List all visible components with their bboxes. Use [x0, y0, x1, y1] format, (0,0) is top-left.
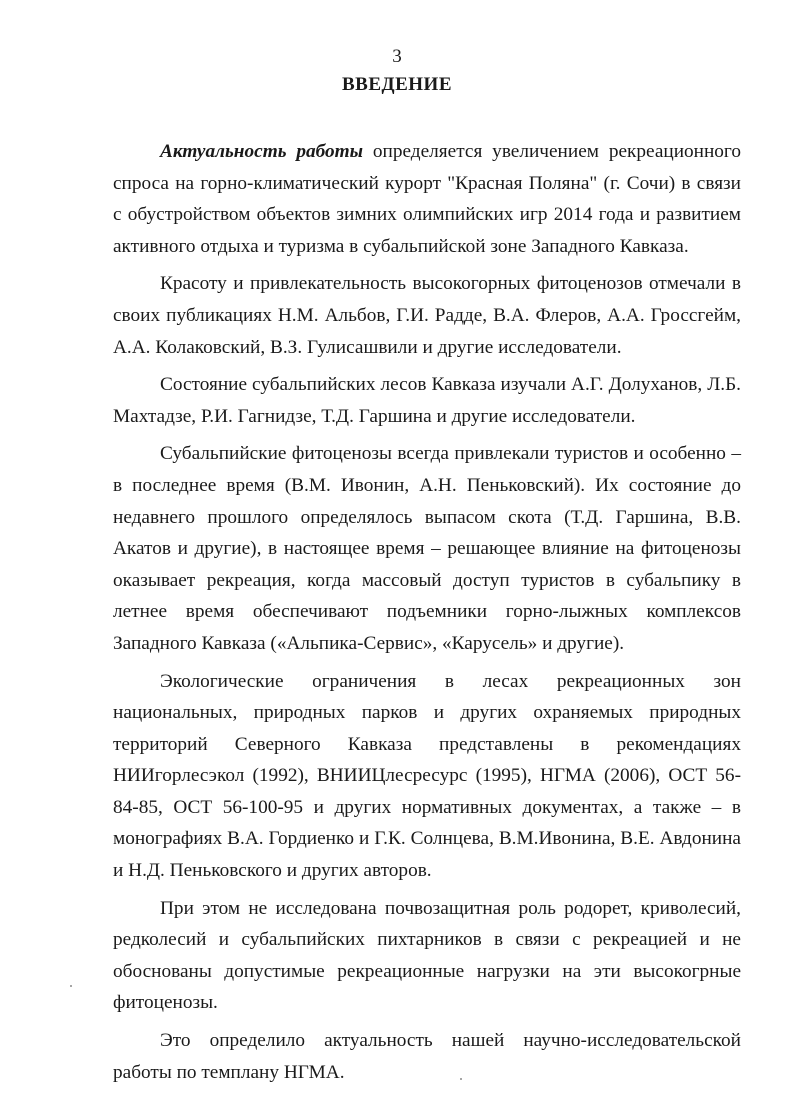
paragraph-ecological-limits: Экологические ограничения в лесах рекреационных зон национальных, природных парков и других охраняемых природных территорий Северного Кавказа представлены в рекомендациях НИИгорлесэкол (1992), ВНИИЦлесресурс (1995), НГМА (2006), ОСТ 56-84-85, ОСТ 56-100-95 и других нормативных документах, а также – в монографиях В.А. Гордиенко и Г.К. Солнцева, В.М.Ивонина, В.Е. Авдонина и Н.Д. Пеньковского и других авторов.	[113, 670, 741, 882]
paragraph-lead: Актуальность работы	[160, 141, 364, 162]
scan-speck	[460, 1078, 462, 1080]
paragraph-conclusion: Это определило актуальность нашей научно-исследовательской работы по темплану НГМА.	[113, 1030, 741, 1083]
paragraph-forest-state: Состояние субальпийских лесов Кавказа изучали А.Г. Долуханов, Л.Б. Махтадзе, Р.И. Гагнидзе, Т.Д. Гаршина и другие исследователи.	[113, 374, 741, 427]
document-body	[113, 136, 741, 1094]
page-title: ВВЕДЕНИЕ	[342, 74, 452, 95]
paragraph-relevance	[113, 136, 741, 262]
page-number: 3	[392, 46, 402, 67]
paragraph-beauty: Красоту и привлекательность высокогорных фитоценозов отмечали в своих публикациях Н.М. Альбов, Г.И. Радде, В.А. Флеров, А.А. Гроссгейм, А.А. Колаковский, В.З. Гулисашвили и другие исследователи.	[113, 273, 741, 358]
scan-speck	[70, 985, 72, 987]
paragraph-not-studied: При этом не исследована почвозащитная роль родорет, криволесий, редколесий и субальпийских пихтарников в связи с рекреацией и не обоснованы допустимые рекреационные нагрузки на эти высокогрные фитоценозы.	[113, 897, 741, 1014]
paragraph-phytocenoses: Субальпийские фитоценозы всегда привлекали туристов и особенно – в последнее время (В.М. Ивонин, А.Н. Пеньковский). Их состояние до недавнего прошлого определялось выпасом скота (Т.Д. Гаршина, В.В. Акатов и другие), в настоящее время – решающее влияние на фитоценозы оказывает рекреация, когда массовый доступ туристов в субальпику в летнее время обеспечивают подъемники горно-лыжных комплексов Западного Кавказа («Альпика-Сервис», «Карусель» и другие).	[113, 443, 741, 654]
paragraph-text: определяется увеличением рекреационного спроса на горно-климатический курорт "Красная Поляна" (г. Сочи) в связи с обустройством объектов зимних олимпийских игр 2014 года и развитием активного отдыха и туризма в субальпийской зоне Западного Кавказа.	[113, 141, 741, 257]
